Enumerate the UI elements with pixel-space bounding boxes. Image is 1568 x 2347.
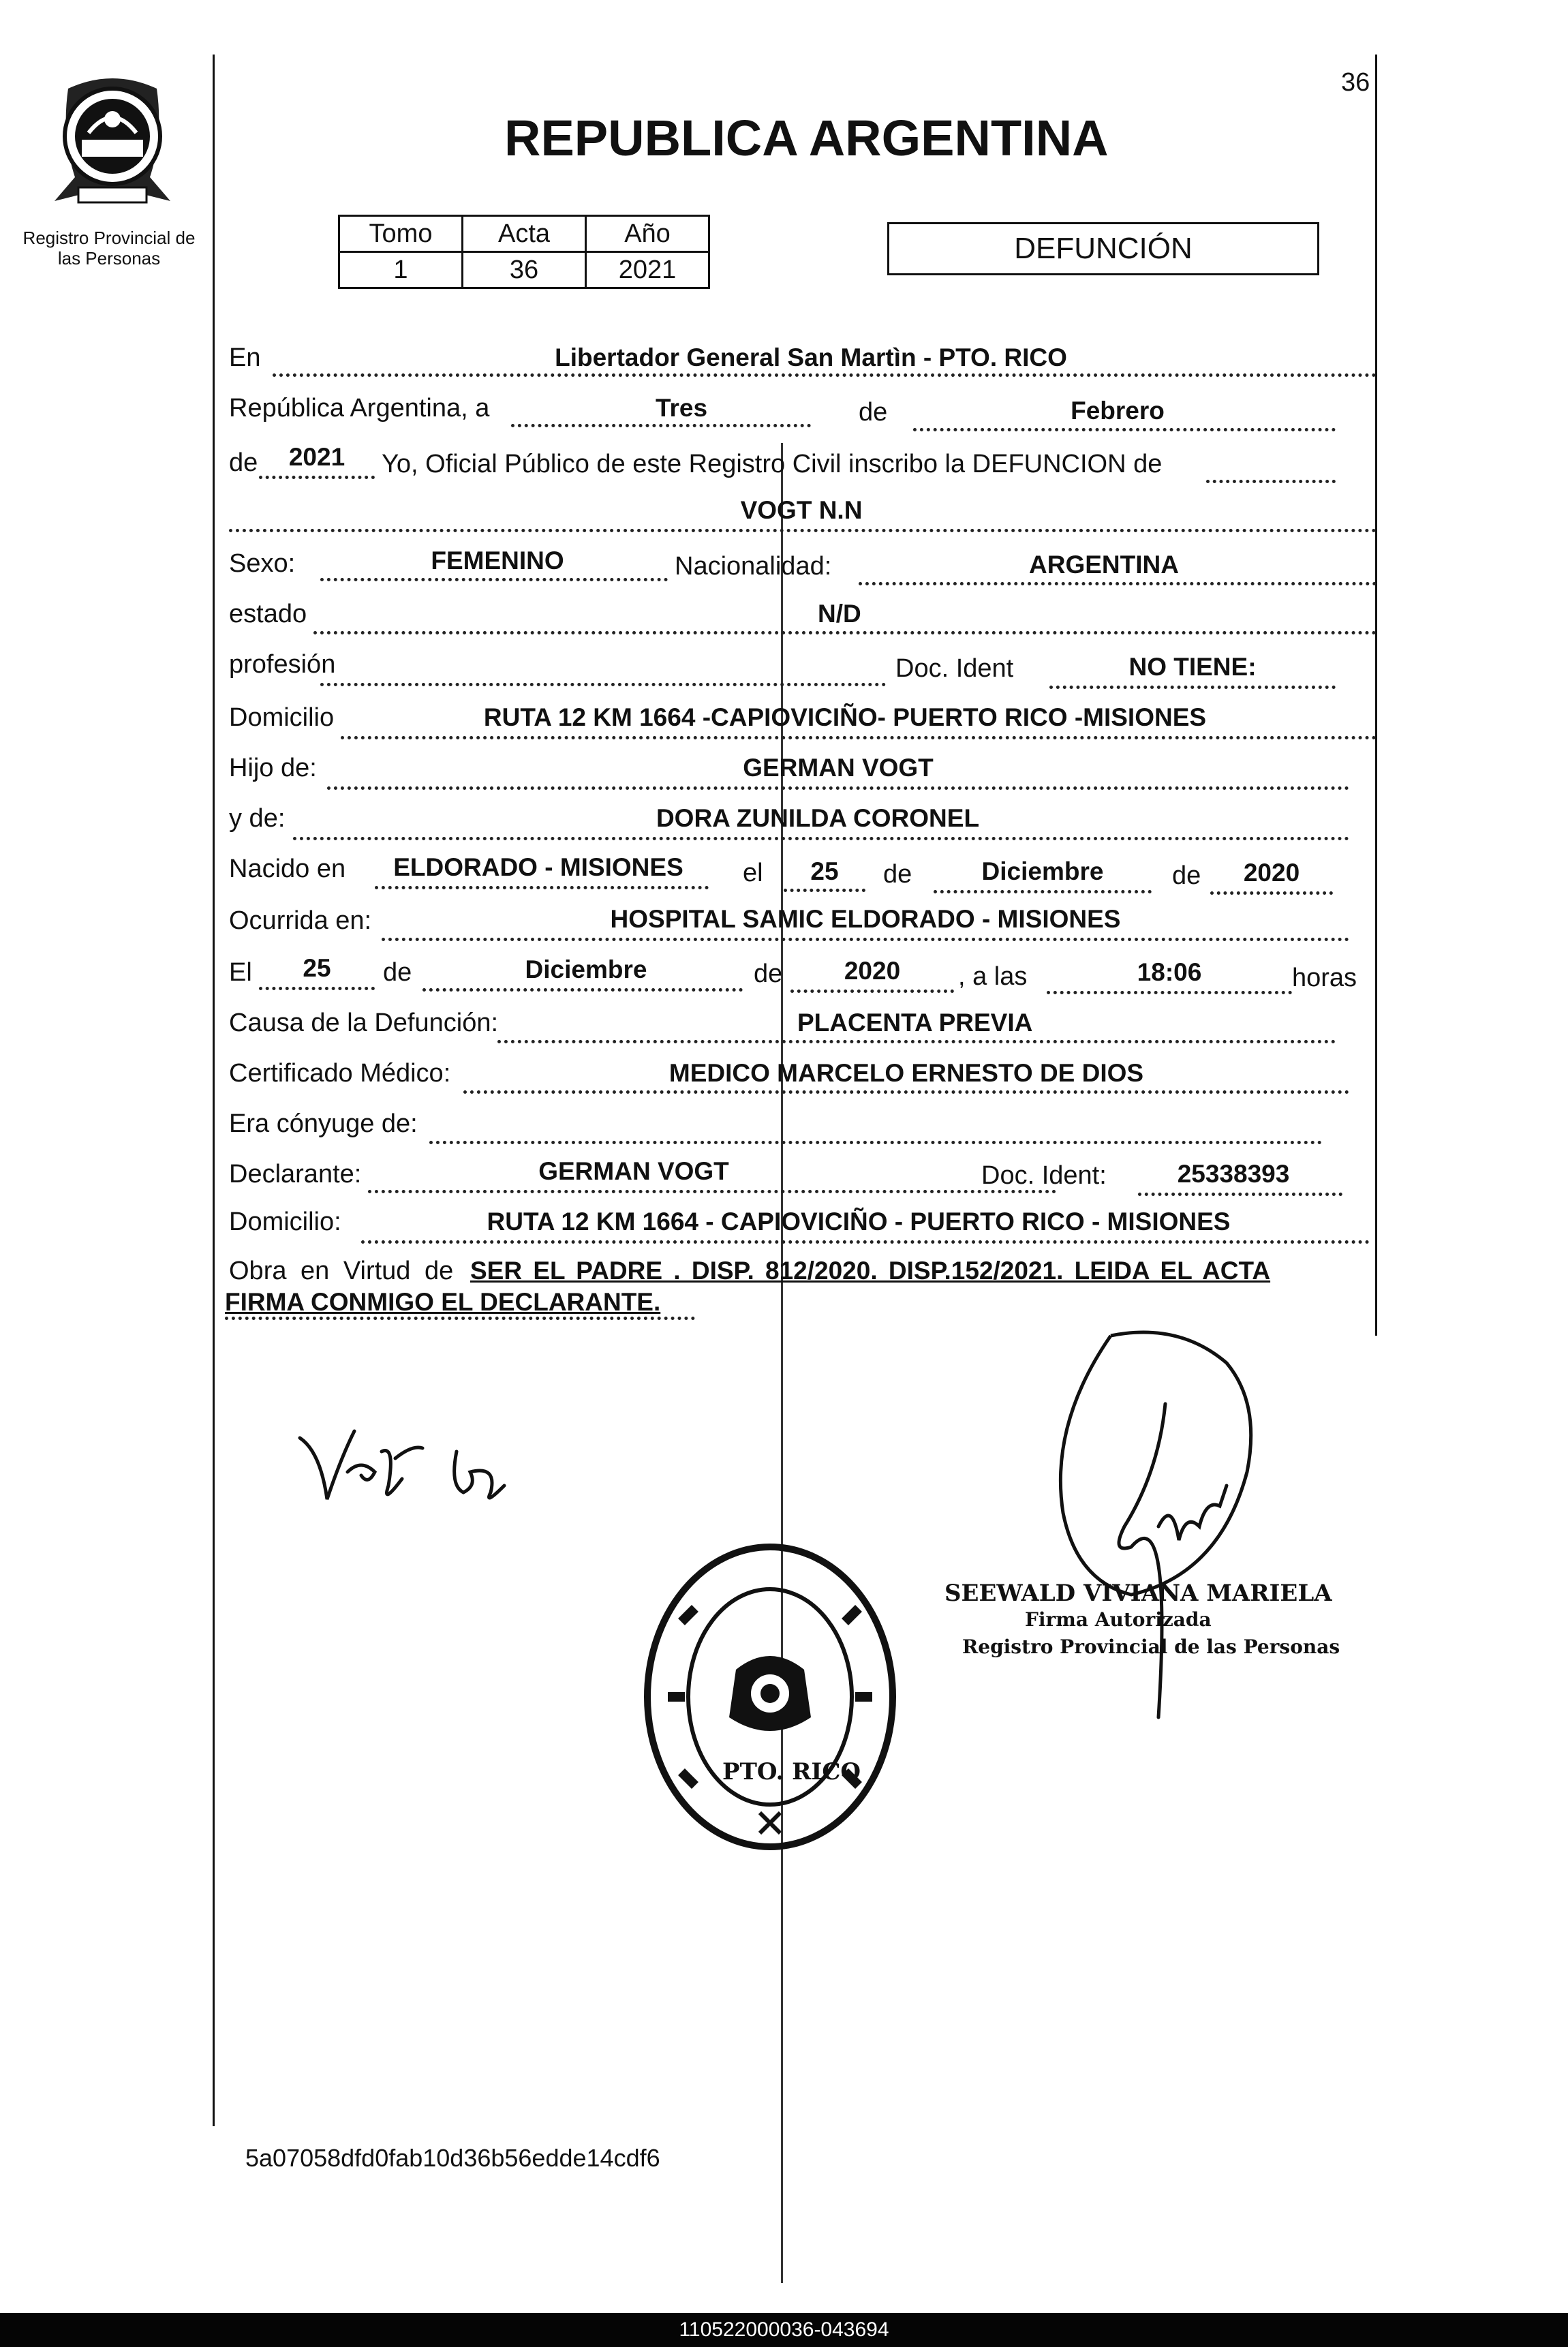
left-margin-line bbox=[213, 55, 215, 2126]
nacionalidad-dots bbox=[859, 582, 1377, 585]
nacido-dots bbox=[375, 886, 709, 889]
day-value: Tres bbox=[655, 394, 708, 422]
month-value: Febrero bbox=[1071, 397, 1165, 425]
official-org: Registro Provincial de las Personas bbox=[962, 1636, 1340, 1658]
birth-year: 2020 bbox=[1243, 859, 1300, 887]
profesion-label: profesión bbox=[229, 650, 336, 679]
tomo-value: 1 bbox=[339, 252, 463, 288]
death-year-dots bbox=[790, 990, 954, 993]
acta-value: 36 bbox=[463, 252, 586, 288]
ano-value: 2021 bbox=[586, 252, 709, 288]
nacionalidad-value: ARGENTINA bbox=[1029, 551, 1179, 579]
certificado-label: Certificado Médico: bbox=[229, 1059, 451, 1088]
death-time: 18:06 bbox=[1137, 958, 1202, 986]
birth-de-label: de bbox=[883, 860, 912, 889]
official-role: Firma Autorizada bbox=[1025, 1608, 1212, 1631]
domicilio2-dots bbox=[361, 1240, 1370, 1244]
yde-dots bbox=[293, 837, 1349, 840]
sexo-dots bbox=[320, 578, 668, 581]
death-day: 25 bbox=[303, 954, 331, 982]
profesion-dots bbox=[320, 683, 886, 686]
province-seal bbox=[41, 61, 184, 211]
en-value: Libertador General San Martìn - PTO. RICO bbox=[555, 343, 1067, 371]
record-type-box bbox=[887, 222, 1319, 275]
footer-id: 110522000036-043694 bbox=[679, 2318, 889, 2341]
registry-name: Registro Provincial de las Personas bbox=[22, 228, 196, 269]
yo-text: Yo, Oficial Público de este Registro Civil inscribo la DEFUNCION de bbox=[382, 450, 1163, 478]
el2-label: El bbox=[229, 958, 252, 987]
death-de-label: de bbox=[383, 958, 412, 987]
estado-value: N/D bbox=[818, 600, 861, 628]
acta-header: Acta bbox=[463, 216, 586, 252]
conyuge-dots bbox=[429, 1141, 1322, 1144]
death-de2-label: de bbox=[754, 960, 783, 988]
obra-dots bbox=[225, 1317, 695, 1320]
en-dots bbox=[273, 373, 1377, 377]
page-number: 36 bbox=[1341, 68, 1370, 97]
conyuge-label: Era cónyuge de: bbox=[229, 1109, 418, 1138]
right-margin-line bbox=[1375, 55, 1377, 1336]
yde-value: DORA ZUNILDA CORONEL bbox=[656, 804, 980, 832]
doc-ident-label: Doc. Ident bbox=[895, 654, 1014, 683]
page-title: REPUBLICA ARGENTINA bbox=[504, 110, 1109, 166]
nacido-value: ELDORADO - MISIONES bbox=[393, 853, 683, 881]
footer-id-bar bbox=[0, 2313, 1568, 2347]
domicilio2-value: RUTA 12 KM 1664 - CAPIOVICIÑO - PUERTO RICO - MISIONES bbox=[487, 1208, 1231, 1236]
obra-value-1: SER EL PADRE . DISP. 812/2020. DISP.152/2021. LEIDA EL ACTA bbox=[470, 1257, 1271, 1285]
yo-dots bbox=[1206, 480, 1336, 483]
official-signature bbox=[1022, 1322, 1281, 1772]
record-type: DEFUNCIÓN bbox=[1014, 232, 1193, 265]
certificado-dots bbox=[463, 1090, 1349, 1094]
stamp-place: PTO. RICO bbox=[722, 1758, 861, 1785]
month-dots bbox=[913, 428, 1336, 431]
death-month-dots bbox=[422, 988, 743, 992]
hijo-value: GERMAN VOGT bbox=[743, 754, 934, 782]
domicilio-label: Domicilio bbox=[229, 703, 335, 732]
official-stamp bbox=[641, 1540, 900, 1854]
domicilio-dots bbox=[341, 736, 1377, 739]
ocurrida-label: Ocurrida en: bbox=[229, 906, 372, 935]
declarante-value: GERMAN VOGT bbox=[538, 1157, 729, 1185]
doc-ident2-dots bbox=[1138, 1193, 1342, 1196]
acta-table bbox=[338, 215, 710, 289]
certificado-value: MEDICO MARCELO ERNESTO DE DIOS bbox=[668, 1059, 1144, 1087]
obra-value-2: FIRMA CONMIGO EL DECLARANTE. bbox=[225, 1288, 661, 1316]
ocurrida-dots bbox=[382, 938, 1349, 941]
causa-dots bbox=[497, 1040, 1336, 1043]
doc-ident-value: NO TIENE: bbox=[1128, 653, 1257, 681]
birth-day: 25 bbox=[810, 857, 839, 885]
day-dots bbox=[511, 424, 811, 427]
birth-month: Diciembre bbox=[981, 857, 1104, 885]
causa-label: Causa de la Defunción: bbox=[229, 1009, 499, 1037]
ano-header: Año bbox=[586, 216, 709, 252]
sexo-label: Sexo: bbox=[229, 549, 296, 578]
hijo-dots bbox=[327, 786, 1349, 790]
doc-ident2-label: Doc. Ident: bbox=[981, 1161, 1107, 1190]
horas-label: horas bbox=[1292, 964, 1357, 992]
death-time-dots bbox=[1047, 991, 1292, 994]
hijo-label: Hijo de: bbox=[229, 754, 317, 782]
tomo-header: Tomo bbox=[339, 216, 463, 252]
death-day-dots bbox=[259, 987, 375, 990]
estado-dots bbox=[313, 631, 1377, 634]
birth-de2-label: de bbox=[1172, 861, 1201, 890]
alas-label: , a las bbox=[958, 962, 1028, 991]
el-label: el bbox=[743, 859, 763, 887]
declarante-label: Declarante: bbox=[229, 1160, 362, 1188]
en-label: En bbox=[229, 343, 261, 372]
document-hash: 5a07058dfd0fab10d36b56edde14cdf6 bbox=[245, 2144, 660, 2172]
death-year: 2020 bbox=[844, 957, 901, 985]
year-value: 2021 bbox=[288, 443, 345, 471]
nacionalidad-label: Nacionalidad: bbox=[675, 552, 832, 581]
obra-label: Obra en Virtud de bbox=[229, 1257, 454, 1285]
name-value: VOGT N.N bbox=[740, 496, 863, 524]
birth-year-dots bbox=[1210, 891, 1333, 895]
de2-label: de bbox=[229, 448, 258, 477]
domicilio2-label: Domicilio: bbox=[229, 1208, 341, 1236]
year-dots bbox=[259, 476, 375, 479]
nacido-label: Nacido en bbox=[229, 855, 346, 883]
ocurrida-value: HOSPITAL SAMIC ELDORADO - MISIONES bbox=[610, 905, 1121, 933]
sexo-value: FEMENINO bbox=[431, 547, 564, 574]
republica-label: República Argentina, a bbox=[229, 394, 490, 423]
yde-label: y de: bbox=[229, 804, 286, 833]
name-dots bbox=[229, 529, 1377, 532]
estado-label: estado bbox=[229, 600, 307, 628]
doc-ident2-value: 25338393 bbox=[1177, 1160, 1290, 1188]
official-name: SEEWALD VIVIANA MARIELA bbox=[944, 1580, 1332, 1607]
de-label: de bbox=[859, 398, 888, 427]
declarante-dots bbox=[368, 1190, 1056, 1193]
doc-ident-dots bbox=[1049, 686, 1336, 689]
birth-month-dots bbox=[934, 890, 1152, 893]
causa-value: PLACENTA PREVIA bbox=[797, 1009, 1033, 1037]
birth-day-dots bbox=[784, 889, 865, 892]
death-month: Diciembre bbox=[525, 955, 647, 983]
domicilio-value: RUTA 12 KM 1664 -CAPIOVICIÑO- PUERTO RICO -MISIONES bbox=[483, 703, 1207, 731]
declarant-signature bbox=[293, 1411, 525, 1520]
